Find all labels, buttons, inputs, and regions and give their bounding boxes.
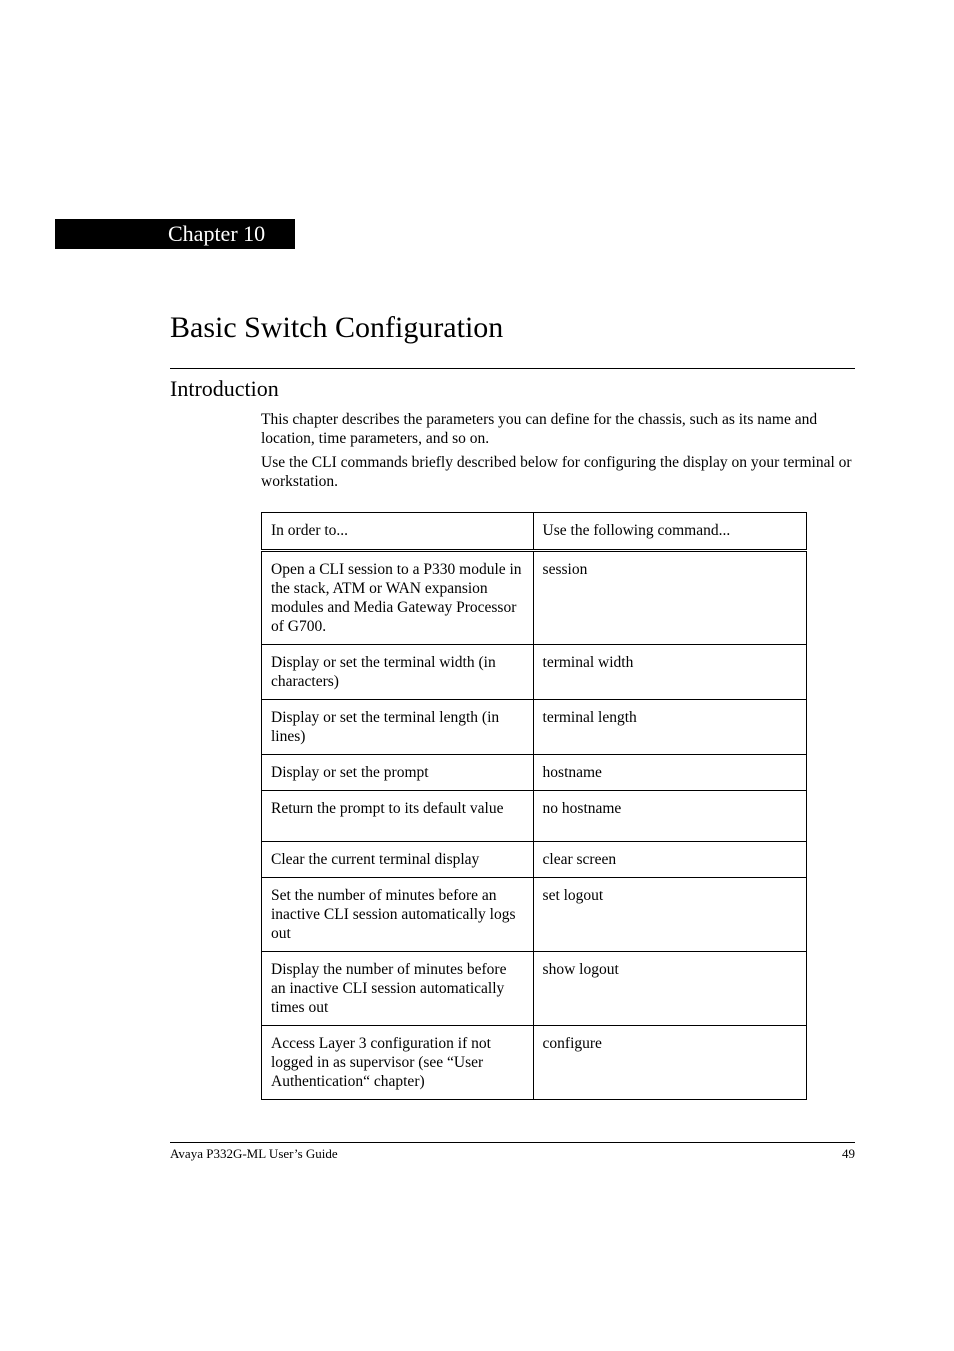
intro-paragraph: This chapter describes the parameters you can define for the chassis, such as its name and location, time parameters, and so on.: [261, 411, 818, 447]
page-number: 49: [842, 1146, 855, 1161]
table-cell-purpose: Return the prompt to its default value: [262, 791, 534, 842]
table-cell-purpose: Display or set the prompt: [262, 755, 534, 791]
table-cell-purpose: Display the number of minutes before an inactive CLI session automatically times out: [262, 952, 534, 1026]
section-heading: Introduction: [170, 376, 279, 401]
table-row: [262, 755, 807, 791]
table-cell-command: set logout: [533, 878, 806, 952]
table-cell-command: terminal width: [533, 645, 806, 700]
table-cell-purpose: Set the number of minutes before an inactive CLI session automatically logs out: [262, 878, 534, 952]
footer-divider: [170, 1142, 855, 1143]
chapter-label: Chapter 10: [55, 219, 295, 249]
table-row: [262, 1026, 807, 1100]
table-cell-purpose: Open a CLI session to a P330 module in the stack, ATM or WAN expansion modules and Media Gateway Processor of G700.: [262, 551, 534, 645]
table-cell-command: configure: [533, 1026, 806, 1100]
table-cell-command: no hostname: [533, 791, 806, 842]
table-header-cell: In order to...: [262, 513, 534, 551]
table-cell-command: hostname: [533, 755, 806, 791]
table-cell-command: terminal length: [533, 700, 806, 755]
page-title: Basic Switch Configuration: [170, 311, 504, 344]
table-cell-command: show logout: [533, 952, 806, 1026]
table-row: [262, 791, 807, 842]
table-row: [262, 842, 807, 878]
table-row: [262, 551, 807, 645]
table-cell-purpose: Display or set the terminal width (in characters): [262, 645, 534, 700]
table-row: [262, 645, 807, 700]
table-cell-purpose: Display or set the terminal length (in lines): [262, 700, 534, 755]
footer-guide-title: Avaya P332G-ML User’s Guide: [170, 1146, 338, 1161]
table-cell-purpose: Access Layer 3 configuration if not logged in as supervisor (see “User Authentication“ chapter): [262, 1026, 534, 1100]
table-row: [262, 952, 807, 1026]
title-divider: [170, 368, 855, 369]
table-cell-purpose: Clear the current terminal display: [262, 842, 534, 878]
table-row: [262, 878, 807, 952]
cli-paragraph: Use the CLI commands briefly described below for configuring the display on your terminal or workstation.: [261, 454, 852, 490]
command-table: [261, 512, 807, 1100]
table-cell-command: clear screen: [533, 842, 806, 878]
table-row: [262, 700, 807, 755]
table-header-row: [262, 513, 807, 551]
table-header-cell: Use the following command...: [533, 513, 806, 551]
table-cell-command: session: [533, 551, 806, 645]
